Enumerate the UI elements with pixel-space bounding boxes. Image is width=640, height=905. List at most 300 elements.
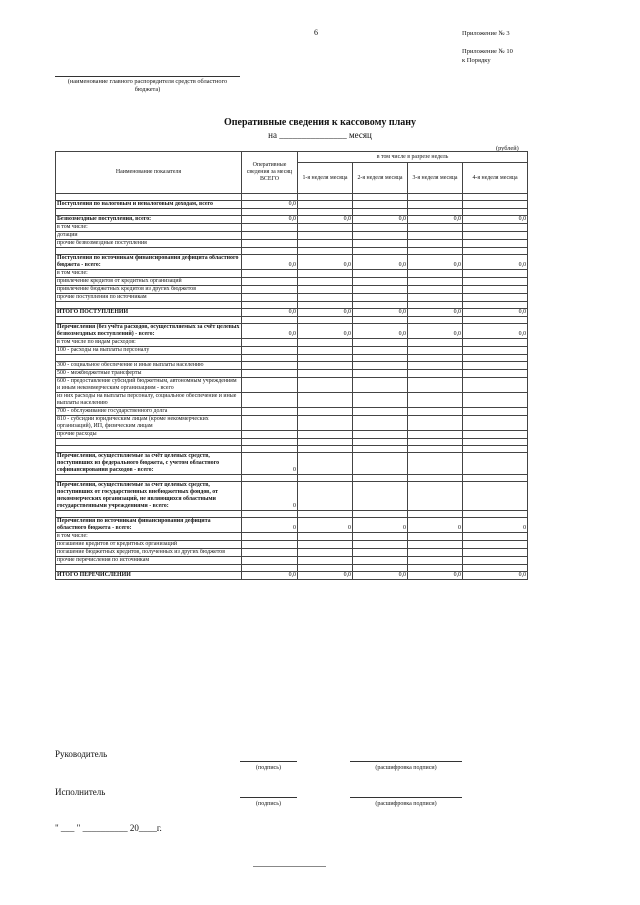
table-row bbox=[56, 201, 528, 209]
row-week-2-cell bbox=[353, 541, 408, 549]
row-week-3-cell bbox=[408, 446, 463, 453]
row-week-2-cell bbox=[353, 482, 408, 511]
row-label: из них расходы на выплаты персоналу, социальное обеспечение и иные выплаты населению bbox=[56, 393, 242, 408]
footer-line bbox=[253, 866, 326, 867]
row-week-1-cell: 0,0 bbox=[298, 572, 353, 580]
row-week-3-cell bbox=[408, 541, 463, 549]
row-week-1-cell bbox=[298, 370, 353, 378]
row-label bbox=[56, 248, 242, 255]
table-row bbox=[56, 549, 528, 557]
row-total-cell bbox=[242, 347, 298, 355]
row-week-1-cell bbox=[298, 393, 353, 408]
row-week-3-cell bbox=[408, 240, 463, 248]
org-name-line bbox=[55, 76, 240, 77]
row-week-1-cell bbox=[298, 453, 353, 475]
row-week-1-cell: 0,0 bbox=[298, 216, 353, 224]
row-week-3-cell bbox=[408, 317, 463, 324]
row-week-1-cell bbox=[298, 194, 353, 201]
row-week-2-cell: 0,0 bbox=[353, 216, 408, 224]
row-week-4-cell: 0,0 bbox=[463, 255, 528, 270]
row-label: погашение кредитов от кредитных организаций bbox=[56, 541, 242, 549]
row-week-2-cell bbox=[353, 446, 408, 453]
row-week-1-cell bbox=[298, 475, 353, 482]
row-week-3-cell bbox=[408, 224, 463, 232]
row-label: привлечение кредитов от кредитных организаций bbox=[56, 278, 242, 286]
header-week-4: 4-я неделя месяца bbox=[463, 163, 528, 194]
header-weeks-group: в том числе в разрезе недель bbox=[298, 152, 528, 163]
row-label: Перечисления (без учёта расходов, осуществляемых за счёт целевых безвозмездных поступлений) - всего: bbox=[56, 324, 242, 339]
row-total-cell: 0 bbox=[242, 453, 298, 475]
table-row bbox=[56, 240, 528, 248]
row-week-3-cell bbox=[408, 439, 463, 446]
table-row bbox=[56, 541, 528, 549]
row-week-3-cell bbox=[408, 378, 463, 393]
row-label bbox=[56, 446, 242, 453]
row-week-2-cell bbox=[353, 453, 408, 475]
page-number: 6 bbox=[314, 28, 318, 37]
row-label bbox=[56, 302, 242, 309]
row-week-3-cell: 0,0 bbox=[408, 309, 463, 317]
row-week-4-cell bbox=[463, 224, 528, 232]
row-week-1-cell bbox=[298, 232, 353, 240]
row-week-2-cell bbox=[353, 475, 408, 482]
row-week-3-cell bbox=[408, 278, 463, 286]
row-week-4-cell bbox=[463, 439, 528, 446]
table-row bbox=[56, 286, 528, 294]
row-week-4-cell bbox=[463, 302, 528, 309]
row-total-cell bbox=[242, 393, 298, 408]
row-week-1-cell bbox=[298, 339, 353, 347]
row-total-cell: 0,0 bbox=[242, 324, 298, 339]
row-label: 300 - социальное обеспечение и иные выплаты населению bbox=[56, 362, 242, 370]
row-week-2-cell bbox=[353, 431, 408, 439]
row-week-4-cell bbox=[463, 393, 528, 408]
row-label: в том числе: bbox=[56, 224, 242, 232]
row-label: 500 - межбюджетные трансферты bbox=[56, 370, 242, 378]
row-label: Перечисления, осуществляемые за счёт целевых средств, поступивших из федерального бюджета, с учетом областного софинансирования расходов - всего: bbox=[56, 453, 242, 475]
row-week-4-cell bbox=[463, 565, 528, 572]
row-week-1-cell bbox=[298, 378, 353, 393]
row-total-cell bbox=[242, 446, 298, 453]
row-week-2-cell bbox=[353, 557, 408, 565]
row-label: прочие расходы bbox=[56, 431, 242, 439]
header-week-1: 1-я неделя месяца bbox=[298, 163, 353, 194]
row-total-cell bbox=[242, 408, 298, 416]
row-week-3-cell bbox=[408, 232, 463, 240]
row-week-1-cell bbox=[298, 240, 353, 248]
row-week-1-cell bbox=[298, 541, 353, 549]
row-label: Перечисления, осуществляемые за счет целевых средств, поступивших от государственных внебюджетных фондов, от некоммерческих организаций, не являющихся областными государственными учреждениями - всего: bbox=[56, 482, 242, 511]
head-label: Руководитель bbox=[55, 749, 108, 759]
row-week-4-cell bbox=[463, 431, 528, 439]
row-week-3-cell: 0,0 bbox=[408, 572, 463, 580]
executor-sign-line bbox=[240, 797, 297, 798]
row-week-1-cell bbox=[298, 302, 353, 309]
row-total-cell bbox=[242, 339, 298, 347]
table-row bbox=[56, 362, 528, 370]
table-row bbox=[56, 416, 528, 431]
row-week-1-cell: 0,0 bbox=[298, 309, 353, 317]
row-label: Безвозмездные поступления, всего: bbox=[56, 216, 242, 224]
row-week-2-cell bbox=[353, 565, 408, 572]
row-label: 810 - субсидии юридическим лицам (кроме некоммерческих организаций), ИП, физическим лицам bbox=[56, 416, 242, 431]
row-week-2-cell bbox=[353, 416, 408, 431]
row-week-1-cell bbox=[298, 278, 353, 286]
row-label: погашение бюджетных кредитов, полученных из других бюджетов bbox=[56, 549, 242, 557]
row-week-4-cell: 0 bbox=[463, 518, 528, 533]
table-row bbox=[56, 194, 528, 201]
executor-sign-caption: (подпись) bbox=[256, 801, 281, 807]
cash-plan-table bbox=[55, 151, 528, 580]
row-week-2-cell bbox=[353, 511, 408, 518]
row-week-1-cell bbox=[298, 549, 353, 557]
row-week-2-cell bbox=[353, 286, 408, 294]
row-week-4-cell: 0,0 bbox=[463, 324, 528, 339]
table-row bbox=[56, 294, 528, 302]
row-week-4-cell bbox=[463, 355, 528, 362]
row-week-3-cell: 0,0 bbox=[408, 324, 463, 339]
row-week-4-cell bbox=[463, 194, 528, 201]
table-row bbox=[56, 446, 528, 453]
row-week-2-cell bbox=[353, 302, 408, 309]
table-row bbox=[56, 224, 528, 232]
row-week-3-cell bbox=[408, 549, 463, 557]
table-row bbox=[56, 255, 528, 270]
row-week-1-cell bbox=[298, 533, 353, 541]
row-week-1-cell: 0,0 bbox=[298, 324, 353, 339]
row-label: ИТОГО ПЕРЕЧИСЛЕНИЙ bbox=[56, 572, 242, 580]
annex-line-3: к Порядку bbox=[462, 57, 491, 64]
row-total-cell: 0,0 bbox=[242, 255, 298, 270]
row-week-1-cell bbox=[298, 317, 353, 324]
row-week-4-cell: 0,0 bbox=[463, 572, 528, 580]
row-total-cell bbox=[242, 286, 298, 294]
row-week-2-cell bbox=[353, 347, 408, 355]
row-week-2-cell bbox=[353, 294, 408, 302]
row-total-cell bbox=[242, 533, 298, 541]
row-week-2-cell bbox=[353, 278, 408, 286]
row-week-4-cell bbox=[463, 248, 528, 255]
row-total-cell bbox=[242, 248, 298, 255]
row-week-2-cell bbox=[353, 355, 408, 362]
row-week-3-cell bbox=[408, 248, 463, 255]
row-label: прочие поступления по источникам bbox=[56, 294, 242, 302]
row-week-2-cell bbox=[353, 370, 408, 378]
row-total-cell bbox=[242, 278, 298, 286]
row-week-3-cell bbox=[408, 201, 463, 209]
date-line: " ___ " __________ 20____г. bbox=[55, 823, 162, 833]
row-week-4-cell bbox=[463, 475, 528, 482]
row-week-4-cell bbox=[463, 278, 528, 286]
row-total-cell bbox=[242, 355, 298, 362]
row-week-3-cell bbox=[408, 431, 463, 439]
row-total-cell bbox=[242, 362, 298, 370]
row-week-3-cell: 0,0 bbox=[408, 216, 463, 224]
row-week-1-cell bbox=[298, 224, 353, 232]
row-week-4-cell bbox=[463, 362, 528, 370]
row-week-2-cell bbox=[353, 533, 408, 541]
row-total-cell: 0,0 bbox=[242, 309, 298, 317]
executor-decode-caption: (расшифровка подписи) bbox=[375, 801, 437, 807]
row-week-3-cell: 0 bbox=[408, 518, 463, 533]
table-row bbox=[56, 518, 528, 533]
row-week-4-cell bbox=[463, 557, 528, 565]
row-week-2-cell: 0,0 bbox=[353, 572, 408, 580]
row-week-1-cell bbox=[298, 270, 353, 278]
header-week-3: 3-я неделя месяца bbox=[408, 163, 463, 194]
row-week-2-cell: 0,0 bbox=[353, 255, 408, 270]
row-week-1-cell bbox=[298, 201, 353, 209]
row-week-2-cell bbox=[353, 408, 408, 416]
row-week-4-cell bbox=[463, 482, 528, 511]
org-name-caption: (наименование главного распорядителя средств областного бюджета) bbox=[67, 78, 228, 93]
row-total-cell bbox=[242, 240, 298, 248]
row-week-3-cell bbox=[408, 416, 463, 431]
row-week-3-cell bbox=[408, 557, 463, 565]
row-week-2-cell bbox=[353, 270, 408, 278]
table-row bbox=[56, 309, 528, 317]
row-week-1-cell: 0,0 bbox=[298, 255, 353, 270]
row-total-cell bbox=[242, 302, 298, 309]
row-week-2-cell bbox=[353, 378, 408, 393]
row-week-3-cell bbox=[408, 347, 463, 355]
row-label bbox=[56, 317, 242, 324]
row-total-cell bbox=[242, 549, 298, 557]
head-decode-line bbox=[350, 761, 462, 762]
row-week-1-cell bbox=[298, 557, 353, 565]
table-row bbox=[56, 317, 528, 324]
row-week-4-cell bbox=[463, 209, 528, 216]
row-week-3-cell bbox=[408, 339, 463, 347]
row-week-4-cell bbox=[463, 416, 528, 431]
row-total-cell bbox=[242, 511, 298, 518]
row-week-4-cell bbox=[463, 240, 528, 248]
row-week-1-cell bbox=[298, 482, 353, 511]
row-total-cell bbox=[242, 557, 298, 565]
annex-line-2: Приложение № 10 bbox=[462, 48, 513, 55]
row-week-3-cell bbox=[408, 270, 463, 278]
row-week-4-cell bbox=[463, 549, 528, 557]
table-row bbox=[56, 232, 528, 240]
row-label: прочие перечисления по источникам bbox=[56, 557, 242, 565]
row-total-cell bbox=[242, 270, 298, 278]
head-sign-line bbox=[240, 761, 297, 762]
row-total-cell bbox=[242, 378, 298, 393]
row-week-2-cell bbox=[353, 248, 408, 255]
row-week-2-cell: 0,0 bbox=[353, 309, 408, 317]
table-row bbox=[56, 482, 528, 511]
row-label: 100 - расходы на выплаты персоналу bbox=[56, 347, 242, 355]
row-week-1-cell bbox=[298, 355, 353, 362]
row-week-2-cell bbox=[353, 194, 408, 201]
row-total-cell bbox=[242, 370, 298, 378]
table-row bbox=[56, 324, 528, 339]
table-row bbox=[56, 453, 528, 475]
table-body bbox=[56, 194, 528, 580]
table-row bbox=[56, 270, 528, 278]
row-week-3-cell bbox=[408, 393, 463, 408]
table-row bbox=[56, 557, 528, 565]
table-row bbox=[56, 393, 528, 408]
row-label: дотации bbox=[56, 232, 242, 240]
table-row bbox=[56, 209, 528, 216]
row-label: ИТОГО ПОСТУПЛЕНИЙ bbox=[56, 309, 242, 317]
row-total-cell bbox=[242, 294, 298, 302]
row-week-3-cell bbox=[408, 408, 463, 416]
row-week-3-cell bbox=[408, 194, 463, 201]
row-total-cell bbox=[242, 439, 298, 446]
row-label bbox=[56, 475, 242, 482]
row-label: Поступления по налоговым и неналоговым доходам, всего bbox=[56, 201, 242, 209]
row-week-4-cell: 0,0 bbox=[463, 309, 528, 317]
row-week-4-cell bbox=[463, 317, 528, 324]
row-week-4-cell bbox=[463, 370, 528, 378]
table-row bbox=[56, 439, 528, 446]
table-row bbox=[56, 533, 528, 541]
row-week-3-cell bbox=[408, 533, 463, 541]
row-total-cell: 0,0 bbox=[242, 572, 298, 580]
row-total-cell bbox=[242, 431, 298, 439]
row-label: Перечисления по источникам финансирования дефицита областного бюджета - всего: bbox=[56, 518, 242, 533]
row-label: в том числе по видам расходов: bbox=[56, 339, 242, 347]
row-label: в том числе: bbox=[56, 533, 242, 541]
annex-line-1: Приложение № 3 bbox=[462, 30, 510, 37]
table-row bbox=[56, 378, 528, 393]
row-week-2-cell bbox=[353, 232, 408, 240]
row-week-4-cell bbox=[463, 201, 528, 209]
row-week-3-cell bbox=[408, 294, 463, 302]
header-total: Оперативные сведения за месяц ВСЕГО bbox=[242, 152, 298, 194]
row-label bbox=[56, 355, 242, 362]
row-week-4-cell bbox=[463, 533, 528, 541]
row-week-3-cell bbox=[408, 565, 463, 572]
row-week-3-cell: 0,0 bbox=[408, 255, 463, 270]
row-week-4-cell: 0,0 bbox=[463, 216, 528, 224]
table-row bbox=[56, 216, 528, 224]
row-week-2-cell bbox=[353, 439, 408, 446]
table-row bbox=[56, 248, 528, 255]
row-week-1-cell bbox=[298, 511, 353, 518]
row-week-1-cell bbox=[298, 446, 353, 453]
executor-decode-line bbox=[350, 797, 462, 798]
row-label: прочие безвозмездные поступления bbox=[56, 240, 242, 248]
row-week-1-cell bbox=[298, 362, 353, 370]
row-label bbox=[56, 511, 242, 518]
row-total-cell bbox=[242, 232, 298, 240]
row-week-4-cell bbox=[463, 408, 528, 416]
header-week-2: 2-я неделя месяца bbox=[353, 163, 408, 194]
row-total-cell bbox=[242, 317, 298, 324]
table-row bbox=[56, 339, 528, 347]
row-label: 700 - обслуживание государственного долга bbox=[56, 408, 242, 416]
table-row bbox=[56, 572, 528, 580]
table-row bbox=[56, 355, 528, 362]
row-week-4-cell bbox=[463, 339, 528, 347]
row-total-cell bbox=[242, 416, 298, 431]
row-week-4-cell bbox=[463, 378, 528, 393]
table-row bbox=[56, 302, 528, 309]
row-week-4-cell bbox=[463, 453, 528, 475]
row-week-1-cell bbox=[298, 431, 353, 439]
row-label: 600 - предоставление субсидий бюджетным, автономным учреждениям и иным некоммерческим организациям - всего bbox=[56, 378, 242, 393]
row-week-3-cell bbox=[408, 355, 463, 362]
row-label: в том числе: bbox=[56, 270, 242, 278]
table-row bbox=[56, 565, 528, 572]
row-total-cell bbox=[242, 565, 298, 572]
table-row bbox=[56, 408, 528, 416]
head-decode-caption: (расшифровка подписи) bbox=[375, 765, 437, 771]
table-row bbox=[56, 511, 528, 518]
row-week-1-cell bbox=[298, 416, 353, 431]
row-week-1-cell bbox=[298, 439, 353, 446]
row-week-2-cell: 0 bbox=[353, 518, 408, 533]
document-subtitle: на _______________ месяц bbox=[268, 130, 372, 140]
row-week-1-cell: 0 bbox=[298, 518, 353, 533]
row-label bbox=[56, 209, 242, 216]
table-row bbox=[56, 475, 528, 482]
row-week-2-cell bbox=[353, 362, 408, 370]
executor-label: Исполнитель bbox=[55, 787, 106, 797]
row-total-cell: 0 bbox=[242, 518, 298, 533]
row-week-4-cell bbox=[463, 446, 528, 453]
row-week-1-cell bbox=[298, 294, 353, 302]
row-week-4-cell bbox=[463, 511, 528, 518]
row-week-4-cell bbox=[463, 286, 528, 294]
row-week-4-cell bbox=[463, 347, 528, 355]
table-row bbox=[56, 370, 528, 378]
row-week-1-cell bbox=[298, 209, 353, 216]
document-title: Оперативные сведения к кассовому плану bbox=[223, 117, 417, 128]
row-week-2-cell bbox=[353, 549, 408, 557]
row-week-3-cell bbox=[408, 362, 463, 370]
row-week-1-cell bbox=[298, 408, 353, 416]
row-week-3-cell bbox=[408, 475, 463, 482]
row-week-3-cell bbox=[408, 209, 463, 216]
row-total-cell: 0,0 bbox=[242, 201, 298, 209]
row-label bbox=[56, 194, 242, 201]
row-total-cell bbox=[242, 209, 298, 216]
row-label: привлечение бюджетных кредитов из других бюджетов bbox=[56, 286, 242, 294]
row-week-1-cell bbox=[298, 565, 353, 572]
row-week-3-cell bbox=[408, 302, 463, 309]
row-total-cell bbox=[242, 194, 298, 201]
row-week-4-cell bbox=[463, 541, 528, 549]
row-week-3-cell bbox=[408, 482, 463, 511]
row-total-cell bbox=[242, 224, 298, 232]
row-week-3-cell bbox=[408, 511, 463, 518]
row-total-cell bbox=[242, 475, 298, 482]
row-week-2-cell bbox=[353, 339, 408, 347]
table-row bbox=[56, 347, 528, 355]
table-row bbox=[56, 431, 528, 439]
row-week-2-cell bbox=[353, 240, 408, 248]
row-week-3-cell bbox=[408, 286, 463, 294]
row-total-cell bbox=[242, 541, 298, 549]
row-week-4-cell bbox=[463, 294, 528, 302]
row-week-3-cell bbox=[408, 453, 463, 475]
row-week-4-cell bbox=[463, 270, 528, 278]
row-week-2-cell: 0,0 bbox=[353, 324, 408, 339]
row-label bbox=[56, 439, 242, 446]
row-week-4-cell bbox=[463, 232, 528, 240]
row-label bbox=[56, 565, 242, 572]
head-sign-caption: (подпись) bbox=[256, 765, 281, 771]
row-total-cell: 0,0 bbox=[242, 216, 298, 224]
units-label: (рублей) bbox=[496, 145, 519, 152]
row-week-2-cell bbox=[353, 224, 408, 232]
row-week-1-cell bbox=[298, 347, 353, 355]
row-week-2-cell bbox=[353, 317, 408, 324]
